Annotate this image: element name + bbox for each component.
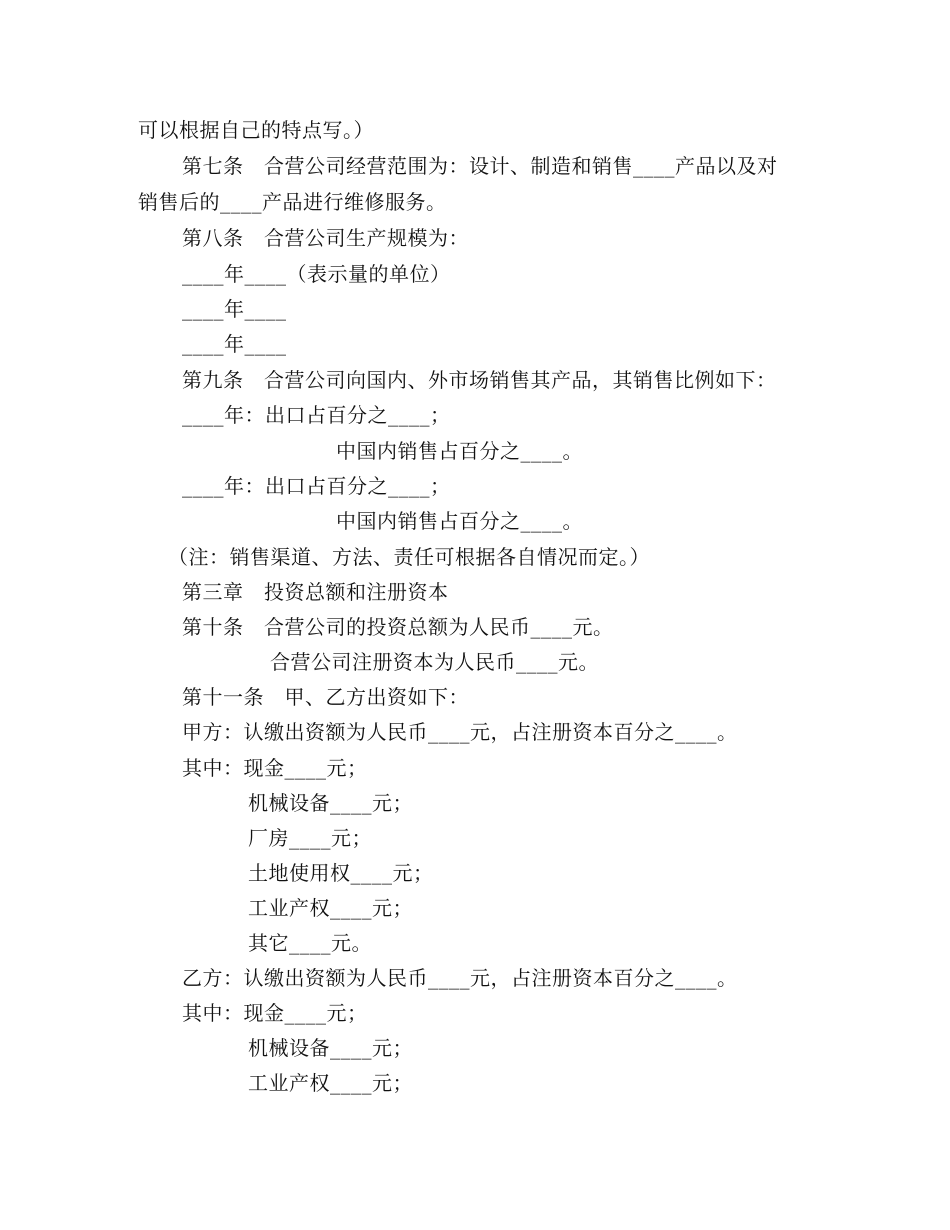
party-a-cash: 其中：现金____元； xyxy=(182,756,368,780)
article-8-heading: 第八条 合营公司生产规模为： xyxy=(182,226,469,250)
production-year-2: ____年____ xyxy=(182,297,287,321)
party-a-contribution: 甲方：认缴出资额为人民币____元，占注册资本百分之____。 xyxy=(182,720,738,744)
party-b-machinery: 机械设备____元； xyxy=(248,1036,413,1060)
sales-year-1-export: ____年：出口占百分之____； xyxy=(182,403,451,427)
production-year-3: ____年____ xyxy=(182,332,287,356)
sales-year-2-export: ____年：出口占百分之____； xyxy=(182,474,451,498)
sales-year-1-domestic: 中国内销售占百分之____。 xyxy=(336,439,583,463)
article-7-line-1: 第七条 合营公司经营范围为：设计、制造和销售____产品以及对 xyxy=(182,154,778,178)
party-a-other: 其它____元。 xyxy=(248,931,372,955)
chapter-3-heading: 第三章 投资总额和注册资本 xyxy=(182,580,449,604)
sales-year-2-domestic: 中国内销售占百分之____。 xyxy=(336,509,583,533)
article-10-registered-capital: 合营公司注册资本为人民币____元。 xyxy=(270,650,599,674)
party-a-machinery: 机械设备____元； xyxy=(248,791,413,815)
sales-note: （注：销售渠道、方法、责任可根据各自情况而定。） xyxy=(168,545,650,569)
article-9-heading: 第九条 合营公司向国内、外市场销售其产品，其销售比例如下： xyxy=(182,368,777,392)
party-a-factory: 厂房____元； xyxy=(248,826,372,850)
party-b-contribution: 乙方：认缴出资额为人民币____元，占注册资本百分之____。 xyxy=(182,966,738,990)
party-b-industrial-property: 工业产权____元； xyxy=(248,1071,413,1095)
text-line-1: 可以根据自己的特点写。） xyxy=(138,118,374,142)
party-a-land-use-right: 土地使用权____元； xyxy=(248,861,434,885)
article-11-heading: 第十一条 甲、乙方出资如下： xyxy=(182,685,469,709)
article-10-total-investment: 第十条 合营公司的投资总额为人民币____元。 xyxy=(182,615,614,639)
production-year-1: ____年____（表示量的单位） xyxy=(182,262,451,286)
party-a-industrial-property: 工业产权____元； xyxy=(248,896,413,920)
article-7-line-2: 销售后的____产品进行维修服务。 xyxy=(138,190,447,214)
party-b-cash: 其中：现金____元； xyxy=(182,1001,368,1025)
